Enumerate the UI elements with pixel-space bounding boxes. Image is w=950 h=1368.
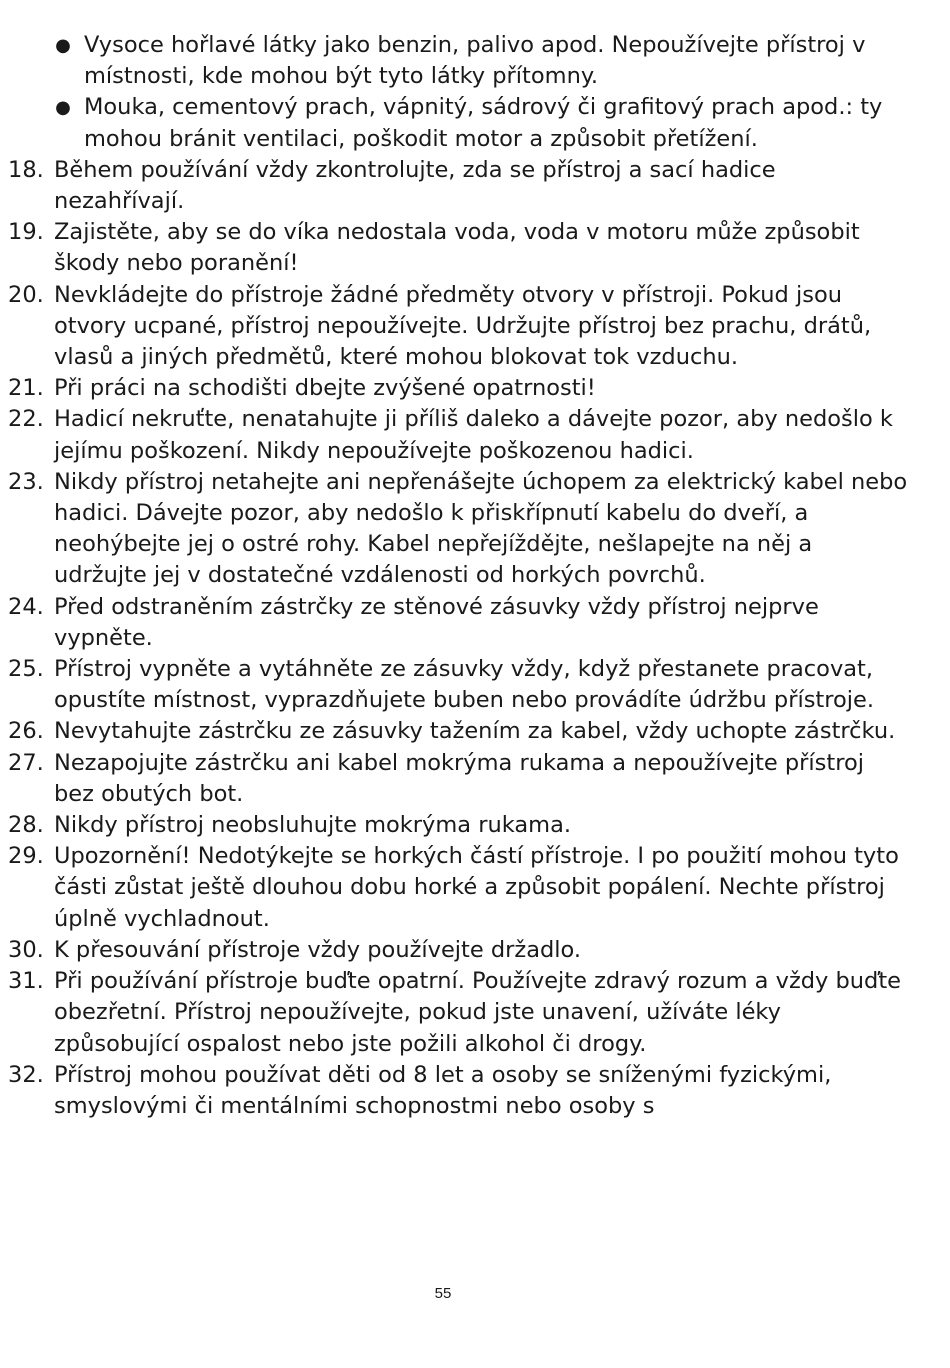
list-item [8,1060,908,1122]
bullet-item [8,30,908,92]
list-item [8,966,908,1060]
list-item [8,841,908,935]
item-text: Nikdy přístroj neobsluhujte mokrýma rukama. [54,812,572,839]
list-item [8,592,908,654]
item-number: 30. [8,936,44,963]
item-text: Přístroj mohou používat děti od 8 let a osoby se sníženými fyzickými, smyslovými či mentálními schopnostmi nebo osoby s [54,1061,832,1119]
item-text: Zajistěte, aby se do víka nedostala voda, voda v motoru může způsobit škody nebo poranění! [54,219,860,277]
item-text: Přístroj vypněte a vytáhněte ze zásuvky vždy, když přestanete pracovat, opustíte místnost, vyprazdňujete buben nebo provádíte údržbu přístroje. [54,656,875,714]
bullet-icon: ● [55,97,71,119]
item-number: 29. [8,843,44,870]
item-text: Při práci na schodišti dbejte zvýšené opatrnosti! [54,375,596,402]
bullet-list [8,30,908,155]
list-item [8,280,908,374]
numbered-list [8,155,908,1122]
item-number: 18. [8,156,44,183]
item-number: 31. [8,968,44,995]
item-text: Během používání vždy zkontrolujte, zda se přístroj a sací hadice nezahřívají. [54,156,776,215]
item-text: Nikdy přístroj netahejte ani nepřenášejte úchopem za elektrický kabel nebo hadici. Dávejte pozor, aby nedošlo k přiskřípnutí kabelu do dveří, a neohýbejte jej o ostré rohy. Kabel nepřejíždějte, nešlapejte na něj a udržujte jej v dostatečné vzdálenosti od horkých povrchů. [54,468,908,589]
list-item [8,935,908,966]
item-number: 26. [8,718,44,745]
item-text: Nevytahujte zástrčku ze zásuvky tažením za kabel, vždy uchopte zástrčku. [54,718,896,745]
item-text: Hadicí nekruťte, nenatahujte ji příliš daleko a dávejte pozor, aby nedošlo k jejímu poškození. Nikdy nepoužívejte poškozenou hadici. [54,406,893,464]
item-text: Nezapojujte zástrčku ani kabel mokrýma rukama a nepoužívejte přístroj bez obutých bot. [54,749,864,807]
item-number: 22. [8,406,44,433]
page-number: 55 [434,1285,452,1302]
item-number: 28. [8,812,44,839]
item-text: Upozornění! Nedotýkejte se horkých částí přístroje. I po použití mohou tyto části zůstat ještě dlouhou dobu horké a způsobit popálení. Nechte přístroj úplně vychladnout. [54,843,899,932]
item-number: 25. [8,656,44,683]
list-item [8,404,908,466]
item-text: K přesouvání přístroje vždy používejte držadlo. [54,936,582,963]
list-item [8,716,908,747]
item-text: Při používání přístroje buďte opatrní. Používejte zdravý rozum a vždy buďte obezřetní. Přístroj nepoužívejte, pokud jste unavení, užíváte léky způsobující ospalost nebo jste požili alkohol či drogy. [54,968,901,1057]
list-item [8,373,908,404]
list-item [8,810,908,841]
item-number: 19. [8,219,44,246]
item-text: Nevkládejte do přístroje žádné předměty otvory v přístroji. Pokud jsou otvory ucpané, přístroj nepoužívejte. Udržujte přístroj bez prachu, drátů, vlasů a jiných předmětů, které mohou blokovat tok vzduchu. [54,281,872,371]
list-item [8,654,908,716]
list-item [8,748,908,810]
item-number: 27. [8,749,44,776]
bullet-text: Mouka, cementový prach, vápnitý, sádrový či grafitový prach apod.: ty mohou bránit ventilaci, poškodit motor a způsobit přetížení. [84,94,883,152]
bullet-text: Vysoce hořlavé látky jako benzin, palivo apod. Nepoužívejte přístroj v místnosti, kde mohou být tyto látky přítomny. [84,32,866,90]
list-item [8,217,908,279]
item-number: 24. [8,593,44,620]
item-number: 20. [8,281,44,308]
bullet-item [8,92,908,154]
bullet-icon: ● [55,35,71,56]
item-number: 21. [8,375,44,402]
document-body [8,30,908,1122]
list-item [8,467,908,592]
list-item [8,155,908,217]
item-number: 32. [8,1061,44,1088]
item-text: Před odstraněním zástrčky ze stěnové zásuvky vždy přístroj nejprve vypněte. [54,593,819,651]
item-number: 23. [8,468,44,495]
